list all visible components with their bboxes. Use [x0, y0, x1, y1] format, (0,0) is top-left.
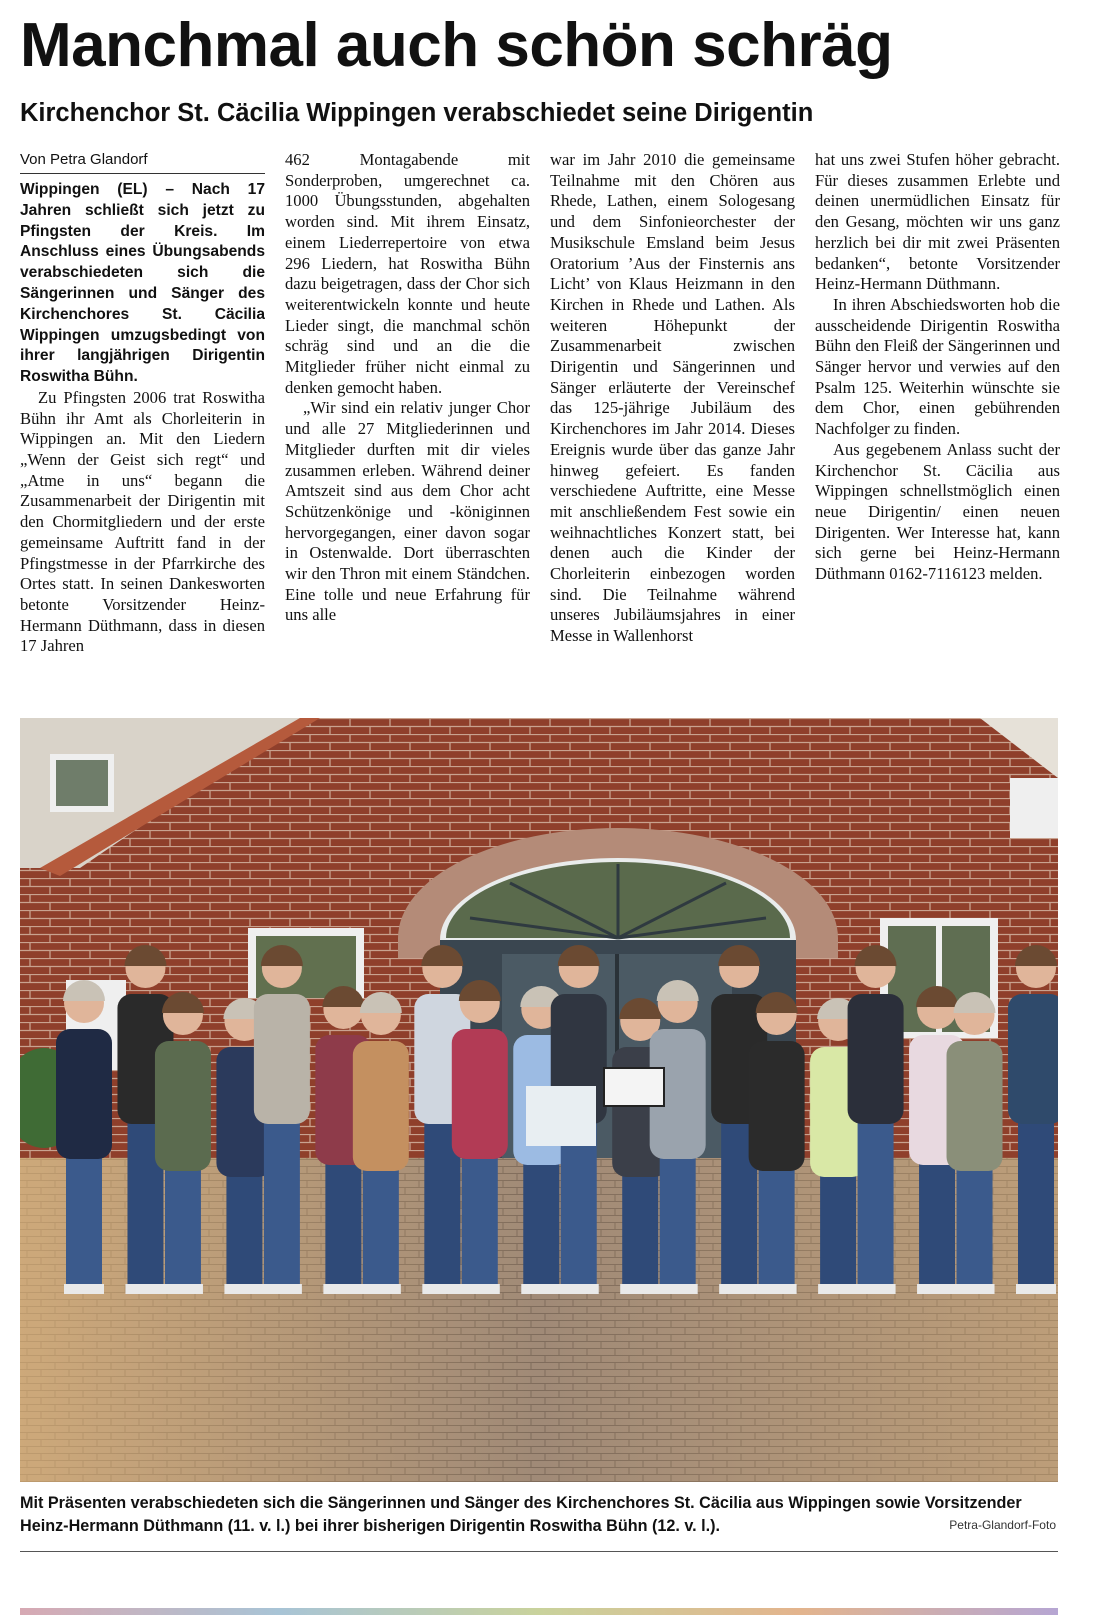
article-lead: Wippingen (EL) – Nach 17 Jahren schließt sich jetzt zu Pfingsten der Kreis. Im Anschluss eines Übungsabends verabschiedeten sich die Sängerinnen und Sänger des Kirchenchores St. Cäcilia Wippingen umzugsbedingt von ihrer langjährigen Dirigentin Roswitha Bühn. [20, 181, 265, 386]
article-paragraph: In ihren Abschiedsworten hob die ausscheidende Dirigentin Roswitha Bühn den Fleiß der Sängerinnen und Sänger hervor und verwies auf den Psalm 125. Weiterhin wünschte sie dem Chor, einen gebührenden Nachfolger zu finden. [815, 294, 1060, 439]
framed-photo-gift [604, 1068, 664, 1106]
article-paragraph: 462 Montagabende mit Sonderproben, umgerechnet ca. 1000 Übungsstunden, abgehalten worden sind. Mit ihrem Einsatz, einem Liederrepertoire von etwa 296 Liedern, hat Roswitha Bühn dazu beigetragen, dass der Chor sich weiterentwickeln konnte und heute Lieder singt, die manchmal schön schräg sind und an die die Mitglieder früher nicht einmal zu denken gemocht haben. [285, 150, 530, 397]
article-subheadline: Kirchenchor St. Cäcilia Wippingen verabschiedet seine Dirigentin [20, 99, 814, 127]
article-column-1 [20, 150, 265, 710]
photo-caption: Mit Präsenten verabschiedeten sich die Sängerinnen und Sänger des Kirchenchores St. Cäcilia aus Wippingen sowie Vorsitzender Heinz-Hermann Düthmann (11. v. l.) bei ihrer bisherigen Dirigentin Roswitha Bühn (12. v. l.). [20, 1494, 1022, 1535]
article-body [20, 150, 1060, 710]
divider [20, 1551, 1058, 1552]
gift-bag [526, 1086, 596, 1146]
article-column-3 [550, 150, 795, 710]
article-headline: Manchmal auch schön schräg [20, 11, 893, 80]
article-paragraph: hat uns zwei Stufen höher gebracht. Für dieses zusammen Erlebte und deinen unermüdlichen Einsatz für den Gesang, möchten wir uns ganz herzlich bei dir mit zwei Präsenten bedanken“, betonte Vorsitzender Heinz-Hermann Düthmann. [815, 150, 1060, 294]
article-column-2 [285, 150, 530, 710]
article-paragraph: Aus gegebenem Anlass sucht der Kirchenchor St. Cäcilia aus Wippingen schnellstmöglich einen neue Dirigentin/ einen neuen Dirigenten. Wer Interesse hat, kann sich gerne bei Heinz-Hermann Düthmann 0162-7116123 melden. [815, 439, 1060, 584]
article-paragraph: „Wir sind ein relativ junger Chor und alle 27 Mitgliederinnen und Mitglieder durften mit dir vieles zusammen erleben. Während deiner Amtszeit sind aus dem Chor acht Schützenkönige und -königinnen hervorgegangen, einer davon sogar in Ostenwalde. Dort überraschten wir den Thron mit einem Ständchen. Eine tolle und neue Erfahrung für uns alle [285, 398, 530, 625]
group-photo [20, 718, 1058, 1482]
bottom-color-strip [20, 1608, 1058, 1615]
article-paragraph: Zu Pfingsten 2006 trat Roswitha Bühn ihr Amt als Chorleiterin in Wippingen an. Mit den Liedern „Wenn der Geist sich regt“ und „Atme in uns“ begann die Zusammenarbeit der Dirigentin mit den Chormitgliedern und der erste gemeinsame Auftritt fand in der Pfingstmesse in der Pfarrkirche des Ortes statt. In seinen Dankesworten betonte Vorsitzender Heinz-Hermann Düthmann, dass in diesen 17 Jahren [20, 387, 265, 656]
article-paragraph: war im Jahr 2010 die gemeinsame Teilnahme mit den Chören aus Rhede, Lathen, einem Sologesang und dem Sinfonieorchester der Musikschule Emsland beim Jesus Oratorium ’Aus der Finsternis ans Licht’ von Klaus Heizmann in den Kirchen in Rhede und Lathen. Als weiteren Höhepunkt der Zusammenarbeit zwischen Dirigentin und Sängerinnen und Sänger erläuterte der Vereinschef das 125-jährige Jubiläum des Kirchenchores im Jahr 2014. Dieses Ereignis wurde über das ganze Jahr hinweg gefeiert. Es fanden verschiedene Auftritte, eine Messe mit anschließendem Fest sowie ein weihnachtliches Konzert statt, bei denen auch die Kinder der Chorleiterin einbezogen worden sind. Die Teilnahme während unseres Jubiläumsjahres in einer Messe in Wallenhorst [550, 150, 795, 646]
photo-credit: Petra-Glandorf-Foto [949, 1518, 1056, 1532]
byline: Von Petra Glandorf [20, 150, 265, 174]
article-column-4 [815, 150, 1060, 710]
